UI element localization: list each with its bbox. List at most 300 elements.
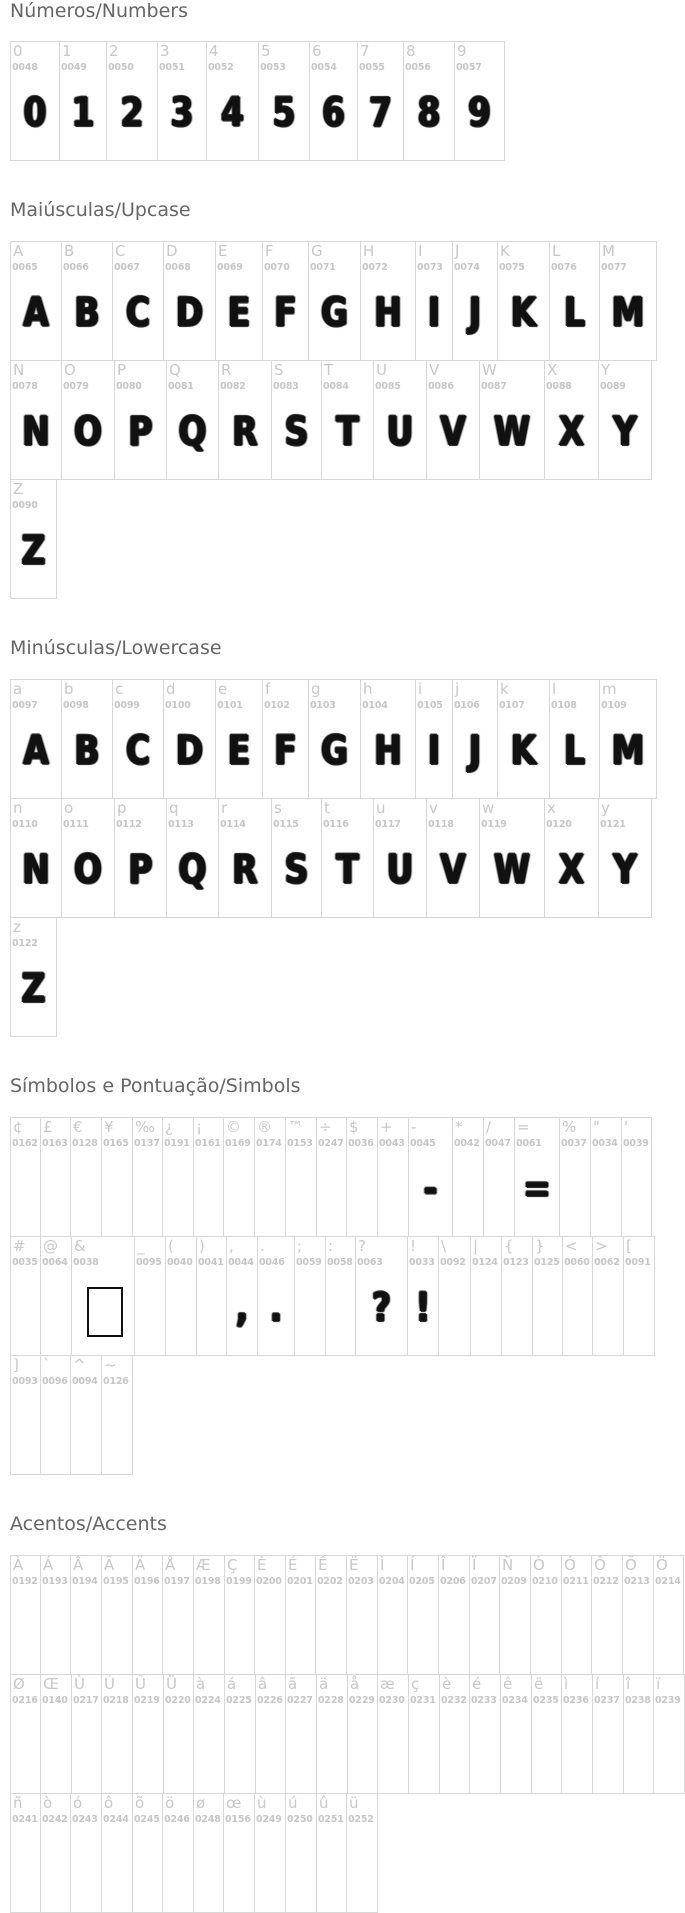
character-label: ó [73,1794,83,1812]
character-label: Â [73,1556,84,1574]
character-code: 0205 [409,1576,435,1587]
font-glyph-preview: T [336,409,359,455]
character-code: 0056 [405,62,431,73]
font-glyph-preview: U [386,847,414,893]
font-glyph-preview: A [23,728,49,774]
character-code: 0045 [410,1138,436,1149]
character-code: 0093 [12,1376,38,1387]
character-label: õ [135,1794,145,1812]
character-label: ¡ [196,1118,203,1136]
character-code: 0055 [359,62,385,73]
character-label: ; [297,1237,303,1255]
font-glyph-preview: 4 [221,90,244,136]
character-label: N [13,361,25,379]
character-label: 1 [62,42,72,60]
glyph-cell [162,1117,194,1237]
character-code: 0062 [594,1257,620,1268]
character-label: x [547,799,556,817]
font-glyph-preview: X [558,409,585,455]
glyph-cell [215,241,263,361]
glyph-cell [70,1793,102,1913]
glyph-cell [254,1555,286,1675]
glyph-cell [61,360,115,480]
character-label: ~ [104,1356,117,1374]
font-glyph-preview: ! [415,1285,431,1331]
font-glyph-preview: B [74,290,100,336]
character-label: H [363,242,375,260]
glyph-cell [132,1674,164,1794]
character-label: , [229,1237,234,1255]
character-code: 0111 [63,819,89,830]
character-code: 0091 [625,1257,651,1268]
character-label: É [288,1556,298,1574]
glyph-cell [70,1117,102,1237]
character-label: Ø [13,1675,25,1693]
font-glyph-preview: P [128,847,153,893]
glyph-cell [285,1555,316,1675]
glyph-cell [254,1793,286,1913]
character-code: 0124 [472,1257,498,1268]
glyph-cell [501,1236,533,1356]
glyph-cell [316,1117,347,1237]
character-code: 0034 [592,1138,618,1149]
character-label: $ [349,1118,359,1136]
glyph-cell [407,1236,439,1356]
character-code: 0197 [164,1576,190,1587]
character-code: 0123 [503,1257,529,1268]
character-code: 0120 [546,819,572,830]
character-label: ) [199,1237,205,1255]
glyph-cell [559,1117,591,1237]
character-code: 0202 [317,1576,343,1587]
glyph-cell [101,1674,133,1794]
numbers-row [10,41,504,161]
lowercase-row-3 [10,917,56,1037]
glyph-cell [346,1793,378,1913]
character-code: 0206 [440,1576,466,1587]
glyph-cell [61,798,115,918]
character-label: z [13,918,21,936]
character-label: Ú [104,1675,115,1693]
character-label: f [265,680,271,698]
character-label: D [166,242,178,260]
character-code: 0233 [471,1695,497,1706]
upcase-row-3 [10,479,56,599]
font-glyph-preview: 5 [272,90,296,136]
character-code: 0242 [42,1814,68,1825]
font-glyph-preview: 8 [417,90,441,136]
glyph-cell [257,1236,295,1356]
glyph-cell [321,360,374,480]
character-label: € [73,1118,83,1136]
character-label: @ [43,1237,58,1255]
font-glyph-preview: R [232,409,258,455]
glyph-cell [271,798,322,918]
character-code: 0065 [12,262,38,273]
glyph-cell [316,1674,348,1794]
font-glyph-preview: ? [371,1285,392,1331]
character-code: 0112 [116,819,142,830]
character-label: Ê [318,1556,328,1574]
font-glyph-preview: 3 [170,90,194,136]
font-glyph-preview: M [611,290,645,336]
character-code: 0140 [42,1695,68,1706]
character-code: 0096 [42,1376,68,1387]
character-code: 0219 [134,1695,160,1706]
glyph-cell [346,1117,378,1237]
glyph-cell [132,1555,163,1675]
character-label: E [218,242,228,260]
font-glyph-preview: M [611,728,645,774]
glyph-cell [254,1117,286,1237]
font-glyph-preview: O [74,847,102,893]
font-glyph-preview: G [321,290,348,336]
font-glyph-preview: W [493,847,531,893]
glyph-cell [544,798,599,918]
font-glyph-preview: N [22,409,50,455]
character-label: ÷ [319,1118,332,1136]
character-code: 0042 [454,1138,480,1149]
glyph-cell [599,241,657,361]
character-label: = [517,1118,530,1136]
character-code: 0067 [114,262,140,273]
character-code: 0092 [440,1257,466,1268]
symbols-row-2 [10,1236,654,1356]
glyph-cell [403,41,455,161]
character-label: å [350,1675,360,1693]
character-code: 0058 [327,1257,353,1268]
font-glyph-preview: E [227,728,251,774]
glyph-cell [439,1674,470,1794]
glyph-cell [162,1793,194,1913]
character-label: ^ [73,1356,86,1374]
character-label: Y [601,361,611,379]
character-code: 0063 [357,1257,383,1268]
character-code: 0196 [134,1576,160,1587]
glyph-cell [623,1236,655,1356]
glyph-cell [224,1674,256,1794]
glyph-cell [163,1674,194,1794]
glyph-cell [452,241,498,361]
lowercase-row-1 [10,679,656,799]
glyph-cell [132,1793,163,1913]
font-glyph-preview: I [427,290,441,336]
character-label: Ä [135,1556,146,1574]
character-code: 0118 [428,819,454,830]
font-glyph-preview: Y [613,847,637,893]
glyph-cell [101,1793,133,1913]
glyph-cell [262,241,309,361]
character-label: Ï [472,1556,477,1574]
character-code: 0041 [198,1257,224,1268]
character-code: 0049 [61,62,87,73]
character-label: X [547,361,558,379]
character-label: u [376,799,386,817]
font-glyph-preview: C [125,728,151,774]
character-code: 0225 [226,1695,252,1706]
character-label: e [218,680,228,698]
character-label: 0 [13,42,23,60]
character-label: & [74,1237,86,1255]
glyph-cell [346,1555,378,1675]
character-label: ë [534,1675,544,1693]
character-label: ê [503,1675,513,1693]
glyph-cell [193,1117,224,1237]
character-code: 0035 [12,1257,38,1268]
character-label: 9 [457,42,467,60]
glyph-cell [454,41,505,161]
character-code: 0199 [226,1576,252,1587]
character-code: 0193 [42,1576,68,1587]
character-code: 0059 [296,1257,322,1268]
character-label: â [258,1675,268,1693]
character-code: 0192 [12,1576,38,1587]
glyph-cell [315,1555,347,1675]
character-label: V [429,361,440,379]
character-code: 0077 [601,262,627,273]
character-label: m [602,680,617,698]
character-label: * [455,1118,463,1136]
font-glyph-preview: O [74,409,102,455]
glyph-cell [325,1236,356,1356]
glyph-cell [426,360,480,480]
glyph-cell [71,1236,135,1356]
glyph-cell [224,1555,255,1675]
character-label: B [64,242,75,260]
font-glyph-preview: Y [613,409,637,455]
character-label: Ü [166,1675,177,1693]
font-glyph-preview: 0 [23,90,47,136]
character-label: à [196,1675,206,1693]
glyph-cell [347,1674,378,1794]
glyph-cell [407,1555,439,1675]
character-label: U [376,361,387,379]
character-code: 0109 [601,700,627,711]
font-glyph-preview: U [386,409,414,455]
character-label: Û [135,1675,146,1693]
character-label: C [115,242,126,260]
glyph-cell [530,1555,562,1675]
glyph-cell [549,679,600,799]
character-label: y [601,799,610,817]
character-code: 0227 [287,1695,313,1706]
symbols-row-3 [10,1355,132,1475]
character-code: 0234 [502,1695,528,1706]
glyph-cell [262,679,309,799]
glyph-cell [561,1555,592,1675]
character-label: ö [165,1794,175,1812]
character-code: 0054 [311,62,337,73]
character-code: 0060 [564,1257,590,1268]
glyph-cell [514,1117,560,1237]
character-code: 0100 [165,700,191,711]
character-label: ] [13,1356,19,1374]
character-code: 0071 [310,262,336,273]
character-label: Ò [533,1556,545,1574]
character-code: 0216 [12,1695,38,1706]
character-label: æ [380,1675,395,1693]
character-code: 0207 [471,1576,497,1587]
character-label: Ì [380,1556,385,1574]
font-glyph-preview: X [558,847,585,893]
font-glyph-preview: K [510,728,537,774]
character-label: œ [226,1794,242,1812]
character-label: È [257,1556,267,1574]
character-code: 0230 [379,1695,405,1706]
character-code: 0137 [134,1138,160,1149]
character-code: 0103 [310,700,336,711]
character-label: ™ [288,1118,303,1136]
character-code: 0047 [485,1138,511,1149]
numbers-section-title: Números/Numbers [10,0,188,22]
character-label: Á [43,1556,54,1574]
glyph-cell [408,1117,453,1237]
character-label: F [265,242,274,260]
glyph-cell [377,1117,409,1237]
character-code: 0095 [136,1257,162,1268]
character-label: á [227,1675,237,1693]
character-code: 0250 [287,1814,313,1825]
font-glyph-preview: H [374,728,402,774]
glyph-cell [10,41,60,161]
character-label: ç [411,1675,420,1693]
character-label: W [482,361,497,379]
glyph-cell [499,1555,531,1675]
character-label: ! [410,1237,417,1255]
character-code: 0122 [12,938,38,949]
glyph-cell [470,1236,502,1356]
glyph-cell [285,1117,317,1237]
character-label: é [472,1675,482,1693]
character-label: ¿ [165,1118,173,1136]
character-label: < [565,1237,578,1255]
character-code: 0241 [12,1814,38,1825]
character-code: 0052 [208,62,234,73]
character-label: . [260,1237,265,1255]
character-code: 0080 [116,381,142,392]
glyph-cell [497,679,550,799]
glyph-cell [623,1674,654,1794]
font-glyph-preview: 1 [71,90,95,136]
character-label: ¥ [104,1118,114,1136]
lowercase-row-2 [10,798,651,918]
glyph-cell [10,479,57,599]
glyph-cell [653,1555,684,1675]
character-label: - [411,1118,417,1136]
character-label: K [500,242,510,260]
character-label: 3 [160,42,170,60]
font-glyph-preview: Q [178,409,207,455]
glyph-cell [162,1555,194,1675]
character-label: ú [288,1794,298,1812]
character-label: û [319,1794,329,1812]
character-code: 0070 [264,262,290,273]
character-code: 0087 [481,381,507,392]
character-code: 0191 [164,1138,190,1149]
character-label: \ [441,1237,447,1255]
glyph-cell [10,1674,41,1794]
font-glyph-preview: 9 [468,90,491,136]
lowercase-section-title: Minúsculas/Lowercase [10,637,222,659]
character-code: 0048 [12,62,38,73]
character-code: 0214 [655,1576,681,1587]
glyph-cell [469,1555,500,1675]
character-label: l [552,680,557,698]
glyph-cell [621,1117,652,1237]
font-glyph-preview: W [493,409,531,455]
character-label: Í [410,1556,415,1574]
font-glyph-preview: E [227,290,251,336]
font-glyph-preview: = [523,1166,551,1212]
character-label: o [64,799,74,817]
character-label: Ù [74,1675,85,1693]
font-glyph-preview: V [440,409,466,455]
character-label: k [500,680,509,698]
character-code: 0244 [103,1814,129,1825]
missing-glyph-box [87,1287,123,1337]
character-code: 0105 [417,700,443,711]
glyph-cell [70,1555,102,1675]
font-glyph-preview: K [510,290,537,336]
font-glyph-preview: , [235,1285,249,1331]
font-glyph-preview: C [125,290,151,336]
glyph-cell [373,360,427,480]
character-code: 0246 [164,1814,190,1825]
glyph-cell [452,1117,484,1237]
character-code: 0200 [256,1576,282,1587]
glyph-cell [101,1355,133,1475]
character-code: 0101 [217,700,243,711]
glyph-cell [61,241,113,361]
character-code: 0094 [72,1376,98,1387]
glyph-cell [373,798,427,918]
character-code: 0252 [348,1814,374,1825]
glyph-cell [599,679,657,799]
font-glyph-preview: F [274,728,297,774]
glyph-cell [469,1674,501,1794]
character-label: b [64,680,74,698]
font-glyph-preview: S [284,847,309,893]
accents-section-title: Acentos/Accents [10,1513,167,1535]
glyph-cell [40,1674,72,1794]
glyph-cell [544,360,599,480]
glyph-cell [592,1674,624,1794]
glyph-cell [215,679,263,799]
character-label: P [117,361,127,379]
upcase-row-1 [10,241,656,361]
character-code: 0033 [409,1257,435,1268]
character-label: Ö [656,1556,668,1574]
glyph-cell [101,1555,133,1675]
character-code: 0162 [12,1138,38,1149]
character-code: 0038 [73,1257,99,1268]
glyph-cell [218,360,272,480]
character-label: ñ [13,1794,23,1812]
character-code: 0046 [259,1257,285,1268]
character-code: 0040 [167,1257,193,1268]
character-code: 0211 [563,1576,589,1587]
font-glyph-preview: F [274,290,297,336]
character-label: j [455,680,460,698]
font-glyph-preview: - [423,1166,438,1212]
character-code: 0236 [563,1695,589,1706]
glyph-cell [308,679,361,799]
glyph-cell [193,1674,225,1794]
character-code: 0228 [318,1695,344,1706]
character-code: 0043 [379,1138,405,1149]
glyph-cell [591,1555,623,1675]
character-code: 0218 [103,1695,129,1706]
